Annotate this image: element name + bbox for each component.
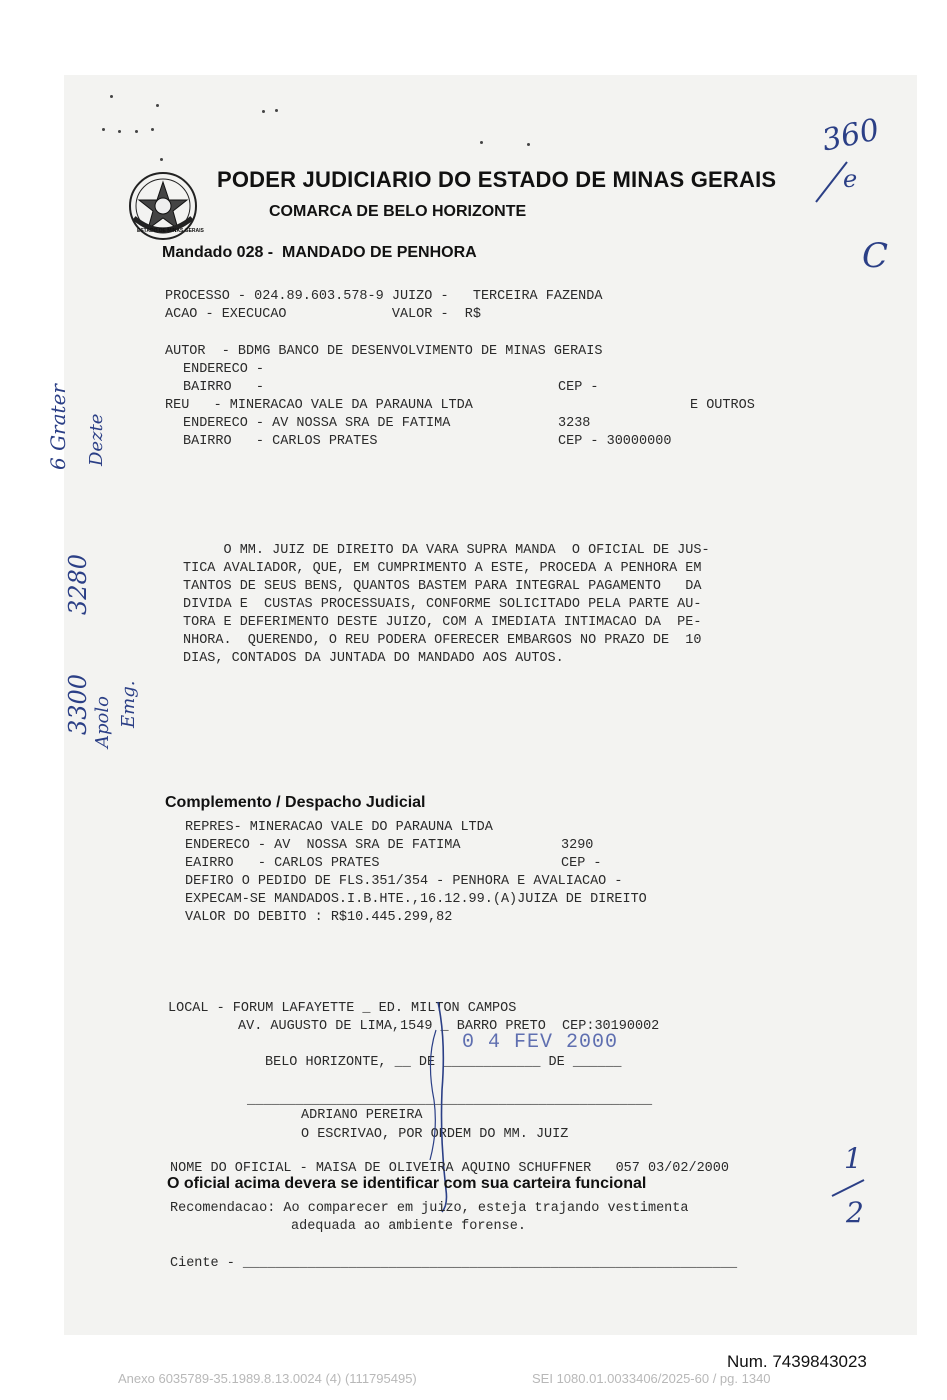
date-stamp: 0 4 FEV 2000 (462, 1031, 619, 1054)
recomendacao-line-2: adequada ao ambiente forense. (291, 1219, 526, 1234)
oficial-name: NOME DO OFICIAL - MAISA DE OLIVEIRA AQUINO SCHUFFNER 057 03/02/2000 (170, 1161, 729, 1176)
handwritten-c: C (862, 236, 889, 276)
escrivao-title: O ESCRIVAO, POR ORDEM DO MM. JUIZ (301, 1127, 569, 1142)
complemento-endereco: ENDERECO - AV NOSSA SRA DE FATIMA (185, 838, 461, 853)
repres-line: REPRES- MINERACAO VALE DO PARAUNA LTDA (185, 820, 493, 835)
order-paragraph (183, 542, 710, 668)
autor-line: AUTOR - BDMG BANCO DE DESENVOLVIMENTO DE MINAS GERAIS (165, 344, 603, 359)
complemento-heading: Complemento / Despacho Judicial (165, 794, 426, 811)
autor-cep: CEP - (558, 380, 599, 395)
address-line: AV. AUGUSTO DE LIMA,1549 _ BARRO PRETO CEP:30190002 (238, 1019, 660, 1034)
complemento-numero: 3290 (561, 838, 594, 853)
paragraph-line: O MM. JUIZ DE DIREITO DA VARA SUPRA MANDA O OFICIAL DE JUS- (183, 543, 710, 558)
paragraph-line: TORA E DEFERIMENTO DESTE JUIZO, COM A IMEDIATA INTIMACAO DA PE- (183, 615, 702, 630)
paragraph-line: TANTOS DE SEUS BENS, QUANTOS BASTEM PARA INTEGRAL PAGAMENTO DA (183, 579, 702, 594)
expecam-line: EXPECAM-SE MANDADOS.I.B.HTE.,16.12.99.(A)JUIZA DE DIREITO (185, 892, 647, 907)
court-title: PODER JUDICIARIO DO ESTADO DE MINAS GERAIS (217, 167, 777, 192)
reu-endereco: ENDERECO - AV NOSSA SRA DE FATIMA (183, 416, 451, 431)
handwritten-mark: e (843, 165, 858, 193)
reu-cep: CEP - 30000000 (558, 434, 672, 449)
complemento-bairro: EAIRRO - CARLOS PRATES (185, 856, 380, 871)
margin-note: 3300 (64, 673, 92, 735)
processo-line: PROCESSO - 024.89.603.578-9 JUIZO - TERCEIRA FAZENDA (165, 289, 603, 304)
seal-caption: ESTADO DE MINAS GERAIS (137, 228, 204, 234)
identificar-notice: O oficial acima devera se identificar com sua carteira funcional (167, 1175, 647, 1192)
margin-note: Dezte (86, 413, 107, 466)
handwritten-slash (812, 160, 852, 205)
date-line: BELO HORIZONTE, __ DE ____________ DE ______ (265, 1055, 622, 1070)
page-fraction-bar (828, 1178, 868, 1198)
reu-numero: 3238 (558, 416, 591, 431)
autor-bairro: BAIRRO - (183, 380, 265, 395)
paragraph-line: NHORA. QUERENDO, O REU PODERA OFERECER EMBARGOS NO PRAZO DE 10 (183, 633, 702, 648)
paragraph-line: DIAS, CONTADOS DA JUNTADA DO MANDADO AOS AUTOS. (183, 651, 564, 666)
sei-reference: SEI 1080.01.0033406/2025-60 / pg. 1340 (532, 1371, 771, 1386)
recomendacao-line: Recomendacao: Ao comparecer em juizo, esteja trajando vestimenta (170, 1201, 689, 1216)
handwritten-page-number: 360 (818, 112, 883, 159)
margin-note: Emg. (118, 680, 139, 728)
local-line: LOCAL - FORUM LAFAYETTE _ ED. MILTON CAMPOS (168, 1001, 517, 1016)
acao-line: ACAO - EXECUCAO VALOR - R$ (165, 307, 481, 322)
paragraph-line: DIVIDA E CUSTAS PROCESSUAIS, CONFORME SOLICITADO PELA PARTE AU- (183, 597, 702, 612)
margin-note: 3280 (64, 553, 92, 615)
paragraph-line: TICA AVALIADOR, QUE, EM CUMPRIMENTO A ESTE, PROCEDA A PENHORA EM (183, 561, 702, 576)
scanned-document (64, 75, 917, 1335)
margin-note: 6 Grater (46, 384, 70, 470)
document-number: Num. 7439843023 (727, 1352, 867, 1371)
despacho-line: DEFIRO O PEDIDO DE FLS.351/354 - PENHORA E AVALIACAO - (185, 874, 623, 889)
reu-bairro: BAIRRO - CARLOS PRATES (183, 434, 378, 449)
complemento-cep: CEP - (561, 856, 602, 871)
comarca-title: COMARCA DE BELO HORIZONTE (269, 203, 527, 220)
escrivao-name: ADRIANO PEREIRA (301, 1108, 423, 1123)
page-fraction-numerator: 1 (844, 1142, 862, 1175)
margin-note: Apolo (92, 696, 113, 748)
signature-line: __________________________________________________ (247, 1093, 653, 1108)
reu-outros: E OUTROS (690, 398, 755, 413)
reu-line: REU - MINERACAO VALE DA PARAUNA LTDA (165, 398, 473, 413)
mandado-title: Mandado 028 - MANDADO DE PENHORA (162, 244, 477, 261)
page-fraction-denominator: 2 (846, 1196, 864, 1229)
ciente-line: Ciente - _____________________________________________________________ (170, 1256, 738, 1271)
autor-endereco: ENDERECO - (183, 362, 265, 377)
valor-debito: VALOR DO DEBITO : R$10.445.299,82 (185, 910, 453, 925)
anexo-reference: Anexo 6035789-35.1989.8.13.0024 (4) (111795495) (118, 1371, 417, 1386)
